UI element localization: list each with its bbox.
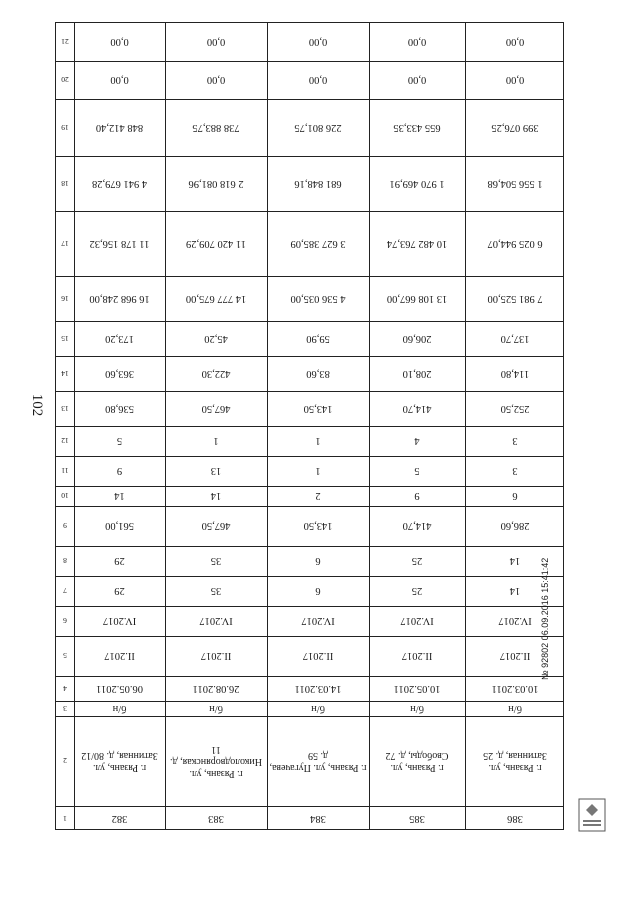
table-cell: 14.03.2011 <box>294 683 342 694</box>
table-cell: 143,50 <box>303 520 333 532</box>
table-cell: 29 <box>114 555 125 567</box>
table-cell: 9 <box>116 465 123 477</box>
table-cell: 14 777 675,00 <box>185 293 247 304</box>
table-cell: 9 <box>414 490 420 502</box>
table-cell: 14 <box>509 555 521 567</box>
table-cell: 45,20 <box>204 333 228 344</box>
address-cell: г. Рязань, ул. Пугачева, д. 59 <box>269 750 367 773</box>
table-cell: IV.2017 <box>102 615 137 627</box>
table-cell: II.2017 <box>401 650 433 662</box>
table-cell: IV.2017 <box>400 615 434 627</box>
table-cell: 2 618 081,96 <box>188 178 244 189</box>
table-cell: 13 108 667,00 <box>386 293 448 304</box>
table-cell: 655 433,35 <box>393 122 441 133</box>
table-cell: 4 941 679,28 <box>91 178 148 189</box>
column-number: 13 <box>61 404 69 413</box>
table-cell: 143,50 <box>303 403 333 414</box>
table-cell: 6 <box>512 490 518 502</box>
table-cell: 137,70 <box>500 333 530 344</box>
table-cell: II.2017 <box>104 650 135 662</box>
table-cell: 35 <box>210 555 222 567</box>
column-number: 12 <box>61 436 69 446</box>
column-number: 4 <box>63 684 67 693</box>
table-cell: 738 883,75 <box>192 122 240 133</box>
column-number: 3 <box>63 704 67 713</box>
data-table <box>55 22 564 830</box>
table-cell: 6 025 944,07 <box>487 238 543 249</box>
table-cell: 14 <box>210 490 222 502</box>
table-cell: 13 <box>210 465 222 477</box>
table-cell: 0,00 <box>206 36 226 48</box>
table-cell: 0,00 <box>206 74 226 86</box>
table-cell: 1 556 504,68 <box>487 178 543 189</box>
row-number-cell: 382 <box>111 813 128 824</box>
table-cell: 467,50 <box>201 520 231 532</box>
table-cell: 0,00 <box>110 36 129 48</box>
column-number: 9 <box>63 521 67 531</box>
table-cell: 0,00 <box>407 74 427 86</box>
table-cell: 10.05.2011 <box>393 683 441 694</box>
address-cell: г. Рязань, ул. Затинная, д. 25 <box>483 750 547 773</box>
table-cell: 11 178 156,32 <box>89 238 150 249</box>
table-cell: IV.2017 <box>199 615 233 627</box>
table-cell: 1 <box>213 435 219 447</box>
table-cell: б/н <box>209 703 223 714</box>
table-cell: 2 <box>315 490 321 502</box>
table-cell: 16 968 248,00 <box>89 293 150 304</box>
column-number: 19 <box>61 123 69 132</box>
table-cell: II.2017 <box>302 650 334 662</box>
table-cell: II.2017 <box>200 650 232 662</box>
column-number: 5 <box>63 651 67 661</box>
table-cell: 3 627 385,09 <box>290 238 346 249</box>
table-cell: 3 <box>512 435 518 447</box>
column-number: 14 <box>61 369 69 378</box>
row-number-cell: 386 <box>507 813 523 824</box>
table-cell: 0,00 <box>308 74 328 86</box>
table-cell: 4 <box>414 435 420 447</box>
table-cell: 422,30 <box>201 368 231 379</box>
address-cell: г. Рязань, ул. Свободы, д. 72 <box>385 750 449 773</box>
column-number: 2 <box>63 756 67 766</box>
table-cell: 35 <box>210 585 222 597</box>
table-cell: 5 <box>414 465 420 477</box>
table-cell: 4 536 035,00 <box>290 293 346 304</box>
table-cell: 0,00 <box>505 74 525 86</box>
table-cell: б/н <box>508 703 522 714</box>
column-number: 10 <box>61 491 69 501</box>
table-cell: 1 <box>315 435 321 447</box>
table-cell: 10.03.2011 <box>491 683 539 694</box>
table-cell: 3 <box>512 465 518 477</box>
column-number: 7 <box>63 586 67 596</box>
table-cell: 10 482 763,74 <box>386 238 448 249</box>
table-cell: 114,80 <box>500 368 530 379</box>
table-cell: 83,60 <box>306 368 330 379</box>
table-cell: 14 <box>114 490 125 502</box>
table-cell: 363,60 <box>105 368 134 379</box>
table-cell: 0,00 <box>407 36 427 48</box>
table-grid <box>55 22 564 830</box>
address-cell: г. Рязань, ул. Николодворянская, д. 11 <box>170 744 262 779</box>
column-number: 20 <box>61 75 69 85</box>
column-number: 16 <box>61 294 69 303</box>
table-cell: 06.05.2011 <box>96 683 143 694</box>
table-cell: 286,60 <box>500 520 530 532</box>
table-cell: 226 801,75 <box>294 122 342 133</box>
table-cell: 11 420 709,29 <box>186 238 246 249</box>
table-cell: 14 <box>509 585 521 597</box>
table-cell: 29 <box>114 585 125 597</box>
column-number: 18 <box>61 179 69 188</box>
table-cell: б/н <box>112 703 127 714</box>
table-cell: 0,00 <box>308 36 328 48</box>
table-cell: 681 848,16 <box>294 178 342 189</box>
table-cell: 7 981 525,00 <box>487 293 543 304</box>
table-cell: 25 <box>411 555 423 567</box>
column-number: 1 <box>63 814 67 823</box>
table-cell: 0,00 <box>505 36 525 48</box>
table-cell: 59,90 <box>306 333 330 344</box>
column-number: 21 <box>61 37 69 47</box>
column-number: 17 <box>61 239 69 248</box>
table-cell: IV.2017 <box>498 615 532 627</box>
table-cell: 173,20 <box>105 333 134 344</box>
table-cell: 6 <box>315 585 321 597</box>
page-number: 102 <box>29 393 45 417</box>
table-cell: 0,00 <box>110 74 129 86</box>
rosreestr-logo-icon <box>578 798 606 832</box>
table-cell: 848 412,40 <box>95 122 144 133</box>
table-cell: 414,70 <box>402 403 432 414</box>
table-cell: 467,50 <box>201 403 231 414</box>
column-number: 8 <box>63 556 67 566</box>
table-cell: 536,80 <box>105 403 134 414</box>
column-number: 11 <box>61 466 69 476</box>
row-number-cell: 383 <box>208 813 224 824</box>
row-number-cell: 385 <box>409 813 425 824</box>
table-cell: б/н <box>410 703 424 714</box>
column-number: 6 <box>63 616 67 626</box>
table-cell: IV.2017 <box>301 615 335 627</box>
footer-timestamp: № 92802 06.09.2016 15:41:42 <box>540 557 550 680</box>
row-number-cell: 384 <box>310 813 326 824</box>
table-cell: 5 <box>116 435 123 447</box>
table-cell: 399 076,25 <box>491 122 539 133</box>
table-cell: 6 <box>315 555 321 567</box>
table-cell: 208,10 <box>402 368 432 379</box>
table-cell: 25 <box>411 585 423 597</box>
table-cell: II.2017 <box>499 650 531 662</box>
table-cell: б/н <box>311 703 325 714</box>
table-cell: 561,00 <box>105 520 134 532</box>
address-cell: г. Рязань, ул. Затинная, д. 80/12 <box>81 750 158 773</box>
column-number: 15 <box>61 334 69 343</box>
table-cell: 1 970 469,91 <box>389 178 445 189</box>
table-cell: 252,50 <box>500 403 530 414</box>
table-cell: 414,70 <box>402 520 432 532</box>
table-cell: 26.08.2011 <box>192 683 240 694</box>
table-cell: 1 <box>315 465 321 477</box>
table-cell: 206,60 <box>402 333 432 344</box>
